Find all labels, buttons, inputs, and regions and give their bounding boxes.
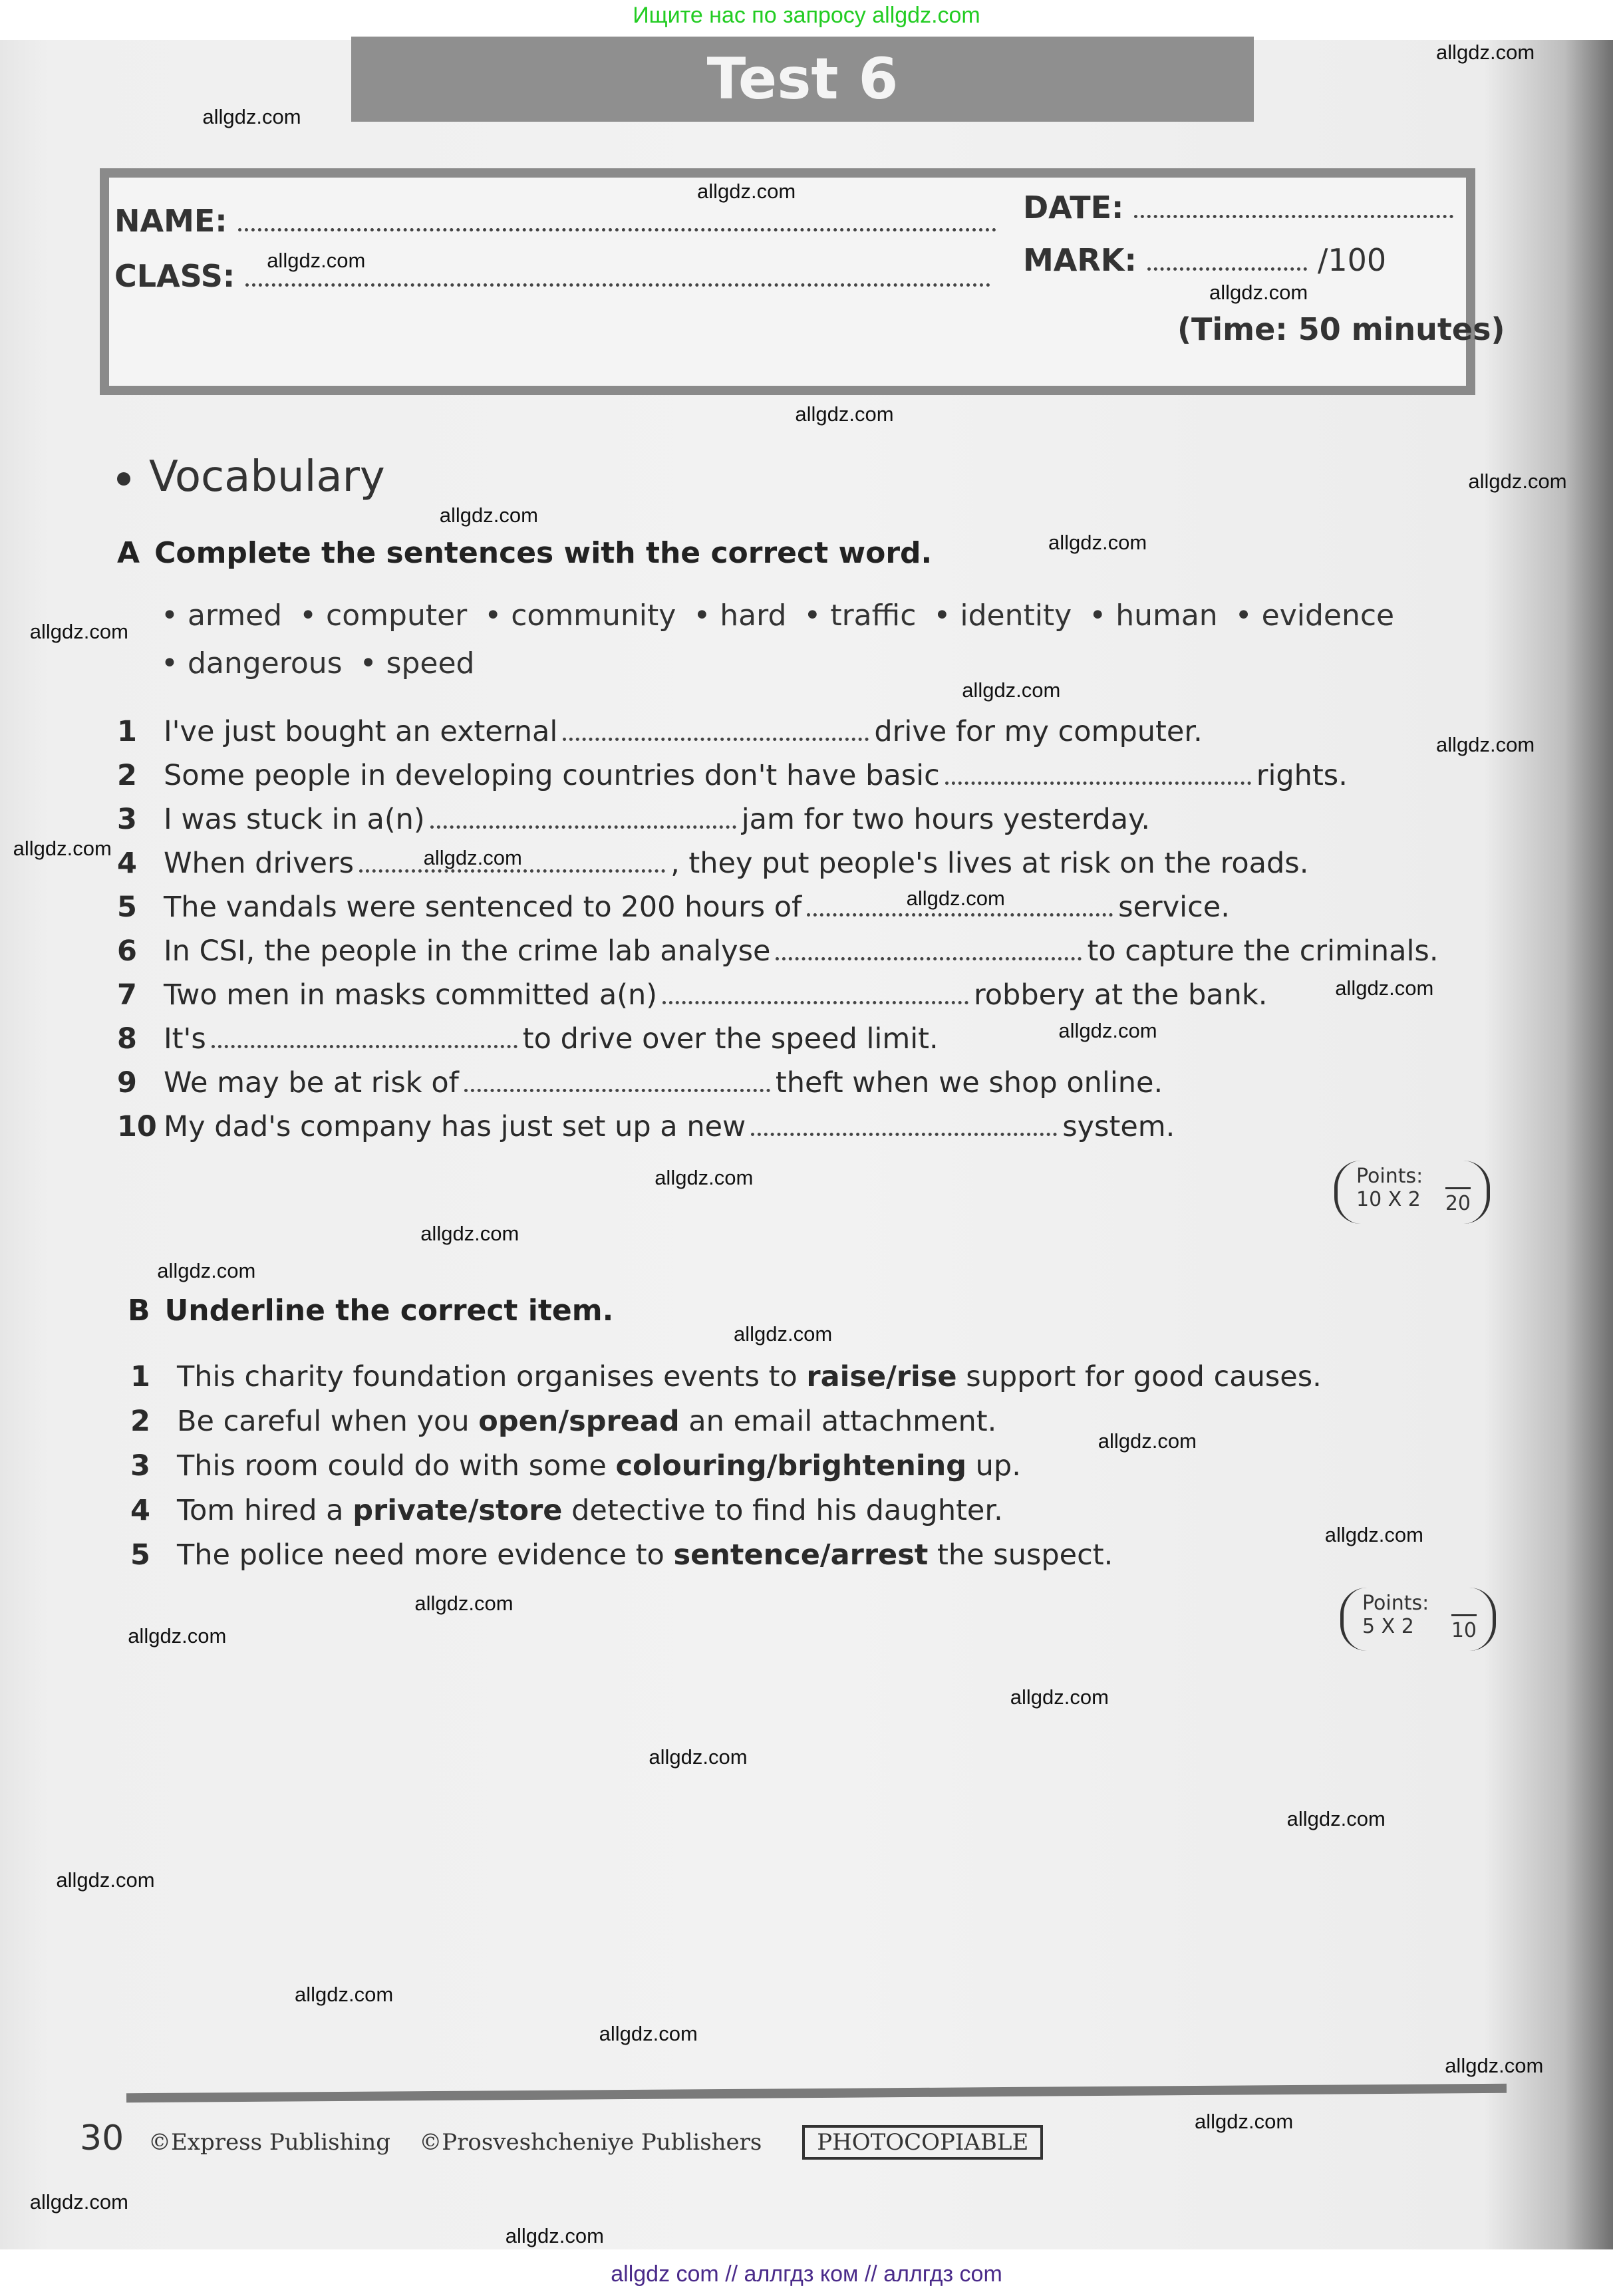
points-label: Points:: [1362, 1592, 1429, 1615]
exercise-letter: B: [128, 1294, 150, 1328]
item-number: 1: [130, 1360, 150, 1393]
sentence-end: to drive over the speed limit.: [522, 1022, 939, 1056]
underline-item: [130, 1405, 996, 1438]
watermark: allgdz.com: [1286, 1806, 1386, 1830]
answer-blank[interactable]: [807, 910, 1113, 917]
item-number: 10: [117, 1110, 157, 1143]
site-footer-note: allgdz com // аллгдз ком // аллгдз com: [611, 2261, 1002, 2287]
answer-blank[interactable]: [751, 1129, 1057, 1136]
item-number: 5: [130, 1538, 150, 1572]
watermark: allgdz.com: [599, 2022, 698, 2045]
test-title: Test 6: [351, 37, 1254, 122]
answer-options[interactable]: open/spread: [478, 1405, 680, 1438]
watermark: allgdz.com: [795, 402, 894, 426]
word-bank-item: dangerous: [187, 646, 343, 680]
item-number: 4: [117, 847, 137, 880]
sentence-start: We may be at risk of: [164, 1066, 459, 1099]
word-bank-item: computer: [326, 599, 468, 633]
watermark: allgdz.com: [1445, 2054, 1544, 2078]
answer-options[interactable]: private/store: [353, 1494, 563, 1527]
watermark: allgdz.com: [505, 2224, 604, 2247]
sentence-item: [117, 1110, 1175, 1143]
points-calc: 10 X 2: [1356, 1188, 1421, 1211]
sentence-item: [117, 978, 1267, 1012]
watermark: allgdz.com: [1010, 1685, 1109, 1709]
watermark: allgdz.com: [1324, 1522, 1423, 1546]
watermark: allgdz.com: [1098, 1429, 1197, 1453]
sentence-end: the suspect.: [928, 1538, 1113, 1572]
sentence-end: detective to find his daughter.: [562, 1494, 1003, 1527]
section-title: Vocabulary: [149, 452, 385, 502]
watermark: allgdz.com: [29, 2190, 128, 2214]
watermark: allgdz.com: [202, 105, 301, 128]
mark-field[interactable]: [1023, 242, 1386, 278]
item-number: 4: [130, 1494, 150, 1527]
exercise-a-heading: [117, 536, 932, 570]
watermark: allgdz.com: [1209, 281, 1308, 304]
date-label: DATE:: [1023, 190, 1124, 225]
sentence-item: [117, 847, 1308, 880]
sentence-start: This room could do with some: [177, 1449, 616, 1483]
word-bank: • armed • computer • community • hard • traffic • identity • human • evidence: [161, 599, 1395, 633]
answer-blank[interactable]: [662, 998, 968, 1004]
watermark: allgdz.com: [962, 678, 1061, 702]
item-number: 1: [117, 715, 137, 748]
watermark: allgdz.com: [423, 846, 522, 869]
word-bank-line-2: • dangerous • speed: [161, 646, 475, 680]
section-heading: [117, 452, 385, 502]
underline-item: [130, 1494, 1003, 1527]
word-bank-item: armed: [187, 599, 283, 633]
sentence-start: Tom hired a: [177, 1494, 353, 1527]
answer-blank[interactable]: [945, 778, 1251, 785]
exercise-instruction: Complete the sentences with the correct word.: [154, 536, 933, 570]
answer-blank[interactable]: [464, 1085, 770, 1092]
sentence-end: an email attachment.: [679, 1405, 997, 1438]
points-box-b: [1340, 1588, 1496, 1651]
sentence-end: robbery at the bank.: [974, 978, 1268, 1012]
watermark: allgdz.com: [1436, 732, 1535, 756]
sentence-start: When drivers: [164, 847, 355, 880]
points-max: 20: [1445, 1187, 1471, 1215]
sentence-end: support for good causes.: [956, 1360, 1322, 1393]
sentence-start: This charity foundation organises events to: [177, 1360, 807, 1393]
watermark: allgdz.com: [1195, 2110, 1294, 2133]
watermark: allgdz.com: [1468, 469, 1567, 493]
exercise-letter: A: [117, 536, 140, 570]
underline-item: [130, 1360, 1322, 1393]
item-number: 2: [117, 759, 137, 792]
sentence-start: The police need more evidence to: [177, 1538, 674, 1572]
item-number: 7: [117, 978, 137, 1012]
sentence-start: Some people in developing countries don't have basic: [164, 759, 940, 792]
exercise-instruction: Underline the correct item.: [164, 1294, 614, 1328]
points-calc: 5 X 2: [1362, 1615, 1414, 1638]
word-bank-item: traffic: [830, 599, 917, 633]
answer-options[interactable]: raise/rise: [806, 1360, 957, 1393]
watermark: allgdz.com: [439, 503, 538, 527]
answer-blank[interactable]: [563, 734, 869, 741]
item-number: 9: [117, 1066, 137, 1099]
sentence-end: rights.: [1256, 759, 1348, 792]
watermark: allgdz.com: [1058, 1019, 1157, 1043]
search-promo-banner: Ищите нас по запросу allgdz.com: [633, 3, 980, 28]
watermark: allgdz.com: [128, 1624, 227, 1648]
class-label: CLASS:: [114, 258, 235, 294]
points-max: 10: [1451, 1614, 1477, 1642]
sentence-start: I was stuck in a(n): [164, 803, 425, 836]
sentence-end: , they put people's lives at risk on the roads.: [670, 847, 1309, 880]
item-number: 3: [130, 1449, 150, 1483]
watermark: allgdz.com: [414, 1592, 513, 1616]
underline-item: [130, 1449, 1021, 1483]
sentence-end: system.: [1062, 1110, 1175, 1143]
sentence-end: theft when we shop online.: [775, 1066, 1163, 1099]
sentence-item: [117, 1066, 1163, 1099]
watermark: allgdz.com: [267, 248, 366, 272]
answer-blank[interactable]: [212, 1042, 517, 1048]
sentence-item: [117, 1022, 939, 1056]
underline-item: [130, 1538, 1113, 1572]
item-number: 2: [130, 1405, 150, 1438]
sentence-end: jam for two hours yesterday.: [741, 803, 1151, 836]
page-number: 30: [80, 2118, 124, 2158]
sentence-end: to capture the criminals.: [1087, 934, 1439, 968]
watermark: allgdz.com: [29, 620, 128, 644]
watermark: allgdz.com: [157, 1259, 256, 1283]
mark-label: MARK:: [1023, 242, 1137, 278]
sentence-end: service.: [1118, 891, 1230, 924]
sentence-end: up.: [966, 1449, 1021, 1483]
page-footer: [80, 2118, 1043, 2158]
watermark: allgdz.com: [1436, 41, 1535, 65]
item-number: 5: [117, 891, 137, 924]
watermark: allgdz.com: [906, 886, 1005, 910]
sentence-end: drive for my computer.: [874, 715, 1203, 748]
sentence-start: In CSI, the people in the crime lab analyse: [164, 934, 771, 968]
answer-blank[interactable]: [430, 822, 736, 829]
sentence-item: [117, 803, 1150, 836]
word-bank-item: community: [511, 599, 676, 633]
exercise-b-heading: [128, 1294, 613, 1328]
watermark: allgdz.com: [1335, 976, 1434, 1000]
sentence-start: It's: [164, 1022, 206, 1056]
watermark: allgdz.com: [1048, 531, 1147, 555]
word-bank-item: evidence: [1261, 599, 1395, 633]
sentence-start: I've just bought an external: [164, 715, 558, 748]
answer-options[interactable]: colouring/brightening: [615, 1449, 967, 1483]
watermark: allgdz.com: [697, 180, 796, 204]
item-number: 6: [117, 934, 137, 968]
name-field[interactable]: [114, 203, 996, 239]
watermark: allgdz.com: [295, 1982, 394, 2006]
word-bank-item: speed: [386, 646, 475, 680]
sentence-item: [117, 715, 1203, 748]
points-box-a: [1334, 1161, 1490, 1224]
class-field[interactable]: [114, 258, 990, 294]
watermark: allgdz.com: [649, 1745, 748, 1769]
watermark: allgdz.com: [56, 1868, 155, 1892]
answer-blank[interactable]: [776, 954, 1082, 960]
word-bank-item: hard: [720, 599, 787, 633]
sentence-start: Be careful when you: [177, 1405, 479, 1438]
sentence-item: [117, 891, 1230, 924]
points-label: Points:: [1356, 1165, 1423, 1188]
word-bank-item: human: [1115, 599, 1218, 633]
sentence-item: [117, 759, 1348, 792]
sentence-start: Two men in masks committed a(n): [164, 978, 658, 1012]
time-limit: (Time: 50 minutes): [1177, 311, 1505, 347]
name-label: NAME:: [114, 203, 227, 239]
word-bank-item: identity: [960, 599, 1072, 633]
date-field[interactable]: [1023, 190, 1453, 225]
sentence-start: The vandals were sentenced to 200 hours of: [164, 891, 802, 924]
mark-total: /100: [1317, 242, 1387, 278]
watermark: allgdz.com: [734, 1322, 833, 1346]
publisher-credit: ©Prosveshcheniye Publishers: [419, 2129, 762, 2156]
watermark: allgdz.com: [13, 837, 112, 860]
publisher-credit: ©Express Publishing: [148, 2129, 390, 2156]
item-number: 3: [117, 803, 137, 836]
watermark: allgdz.com: [420, 1221, 519, 1245]
sentence-item: [117, 934, 1439, 968]
photocopiable-badge: PHOTOCOPIABLE: [802, 2125, 1043, 2160]
watermark: allgdz.com: [655, 1166, 754, 1189]
answer-options[interactable]: sentence/arrest: [673, 1538, 929, 1572]
sentence-start: My dad's company has just set up a new: [164, 1110, 746, 1143]
item-number: 8: [117, 1022, 137, 1056]
